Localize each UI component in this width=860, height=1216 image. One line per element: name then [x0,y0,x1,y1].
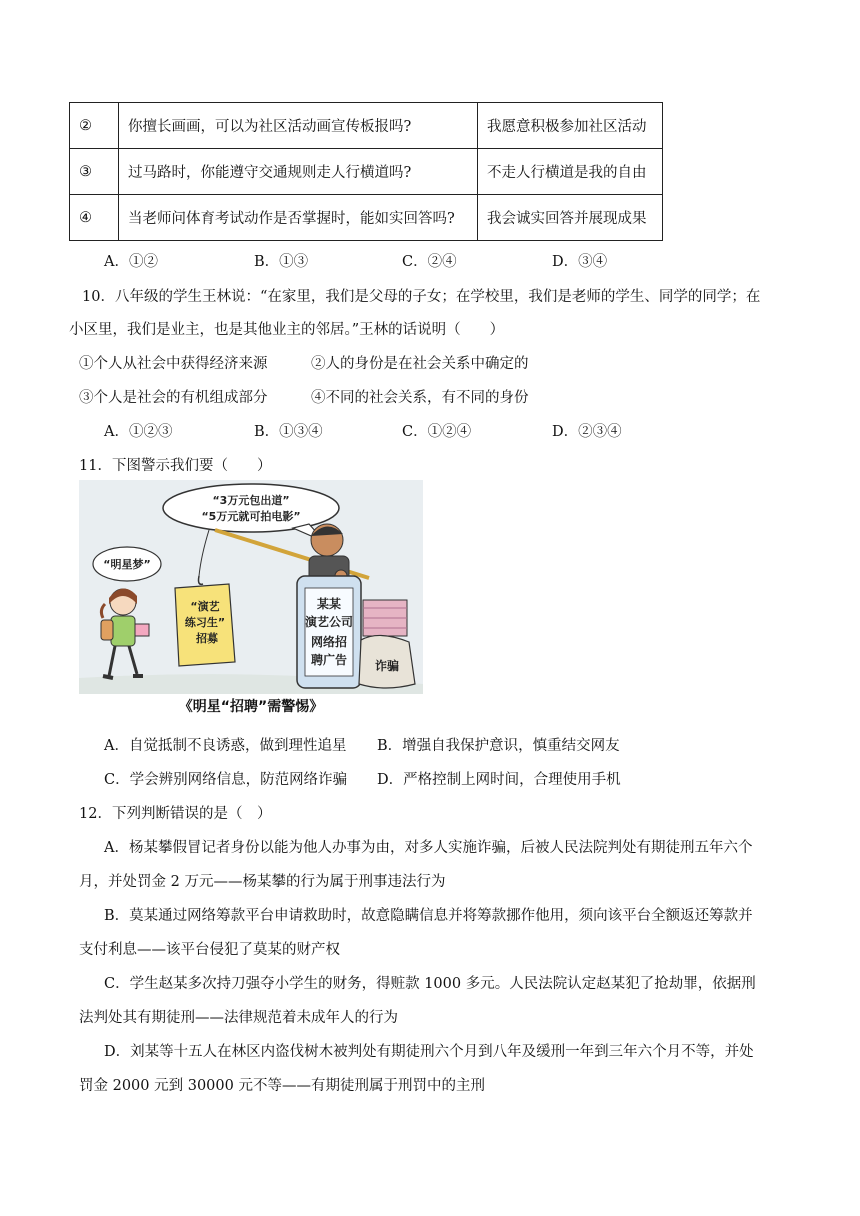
row-question: 当老师问体育考试动作是否掌握时，能如实回答吗? [119,195,478,241]
flyer [175,584,235,666]
row-number: ② [70,103,119,149]
q11-stem: 11．下图警示我们要（ ） [79,458,272,474]
dream-text: “明星梦” [103,558,151,571]
q10-statement-4: ④不同的社会关系，有不同的身份 [311,390,529,406]
svg-text:招募: 招募 [196,632,218,645]
q12-option-a-line2: 月，并处罚金 2 万元——杨某攀的行为属于刑事违法行为 [79,874,446,890]
q12-stem: 12．下列判断错误的是（ ） [79,806,272,822]
svg-text:网络招: 网络招 [310,635,348,649]
row-number: ④ [70,195,119,241]
row-number: ③ [70,149,119,195]
q9-table [69,102,663,241]
table-row [70,195,663,241]
option-c[interactable]: C．①②④ [402,424,472,440]
q10-stem-line1: 10．八年级的学生王林说：“在家里，我们是父母的子女；在学校里，我们是老师的学生、同学的同学；在 [82,289,761,305]
svg-text:练习生”: 练习生” [184,616,226,629]
option-d[interactable]: D．②③④ [552,424,622,440]
q11-option-d[interactable]: D．严格控制上网时间，合理使用手机 [377,772,621,788]
svg-text:某某: 某某 [316,597,342,611]
option-a[interactable]: A．①②③ [104,424,173,440]
option-c[interactable]: C．②④ [402,254,457,270]
row-answer: 我愿意积极参加社区活动 [478,103,663,149]
svg-text:演艺公司: 演艺公司 [304,615,354,629]
q10-statement-2: ②人的身份是在社会关系中确定的 [311,356,529,372]
table-row [70,103,663,149]
q11-option-a[interactable]: A．自觉抵制不良诱惑，做到理性追星 [104,738,347,754]
q12-option-d-line2: 罚金 2000 元到 30000 元不等——有期徒刑属于刑罚中的主刑 [79,1078,485,1094]
q11-option-b[interactable]: B．增强自我保护意识，慎重结交网友 [377,738,620,754]
svg-text:“演艺: “演艺 [190,600,220,613]
q12-option-c-line1[interactable]: C．学生赵某多次持刀强夺小学生的财务，得赃款 1000 多元。人民法院认定赵某犯了抢劫罪，依据刑 [104,976,756,992]
option-d[interactable]: D．③④ [552,254,608,270]
q11-option-c[interactable]: C．学会辨别网络信息，防范网络诈骗 [104,772,348,788]
q10-statement-3: ③个人是社会的有机组成部分 [79,390,268,406]
option-b[interactable]: B．①③④ [254,424,323,440]
q12-option-c-line2: 法判处其有期徒刑——法律规范着未成年人的行为 [79,1010,398,1026]
q12-option-b-line1[interactable]: B．莫某通过网络筹款平台申请救助时，故意隐瞒信息并将筹款挪作他用，须向该平台全额返还筹款并 [104,908,753,924]
q12-option-d-line1[interactable]: D．刘某等十五人在林区内盗伐树木被判处有期徒刑六个月到八年及缓刑一年到三年六个月不等，并处 [104,1044,754,1060]
bubble-text-1: “3万元包出道” [212,494,290,507]
q12-option-a-line1[interactable]: A．杨某攀假冒记者身份以能为他人办事为由，对多人实施诈骗，后被人民法院判处有期徒刑五年六个 [104,840,753,856]
cartoon-caption: 《明星“招聘”需警惕》 [178,699,324,715]
row-answer: 我会诚实回答并展现成果 [478,195,663,241]
table-row [70,149,663,195]
option-a[interactable]: A．①② [104,254,158,270]
row-answer: 不走人行横道是我的自由 [478,149,663,195]
money-bag [359,600,415,688]
q10-stem-line2: 小区里，我们是业主，也是其他业主的邻居。”王林的话说明（ ） [69,322,505,338]
option-b[interactable]: B．①③ [254,254,309,270]
cartoon-illustration [79,480,423,716]
row-question: 你擅长画画，可以为社区活动画宣传板报吗? [119,103,478,149]
q12-option-b-line2: 支付利息——该平台侵犯了莫某的财产权 [79,942,340,958]
q10-options [104,420,622,441]
q9-options [104,250,607,271]
q10-statement-1: ①个人从社会中获得经济来源 [79,356,268,372]
row-question: 过马路时，你能遵守交通规则走人行横道吗? [119,149,478,195]
bubble-text-2: “5万元就可拍电影” [201,510,301,523]
phone-ad [297,576,361,688]
q11-cartoon [79,480,423,716]
svg-text:诈骗: 诈骗 [374,659,400,673]
svg-text:聘广告: 聘广告 [310,653,348,667]
